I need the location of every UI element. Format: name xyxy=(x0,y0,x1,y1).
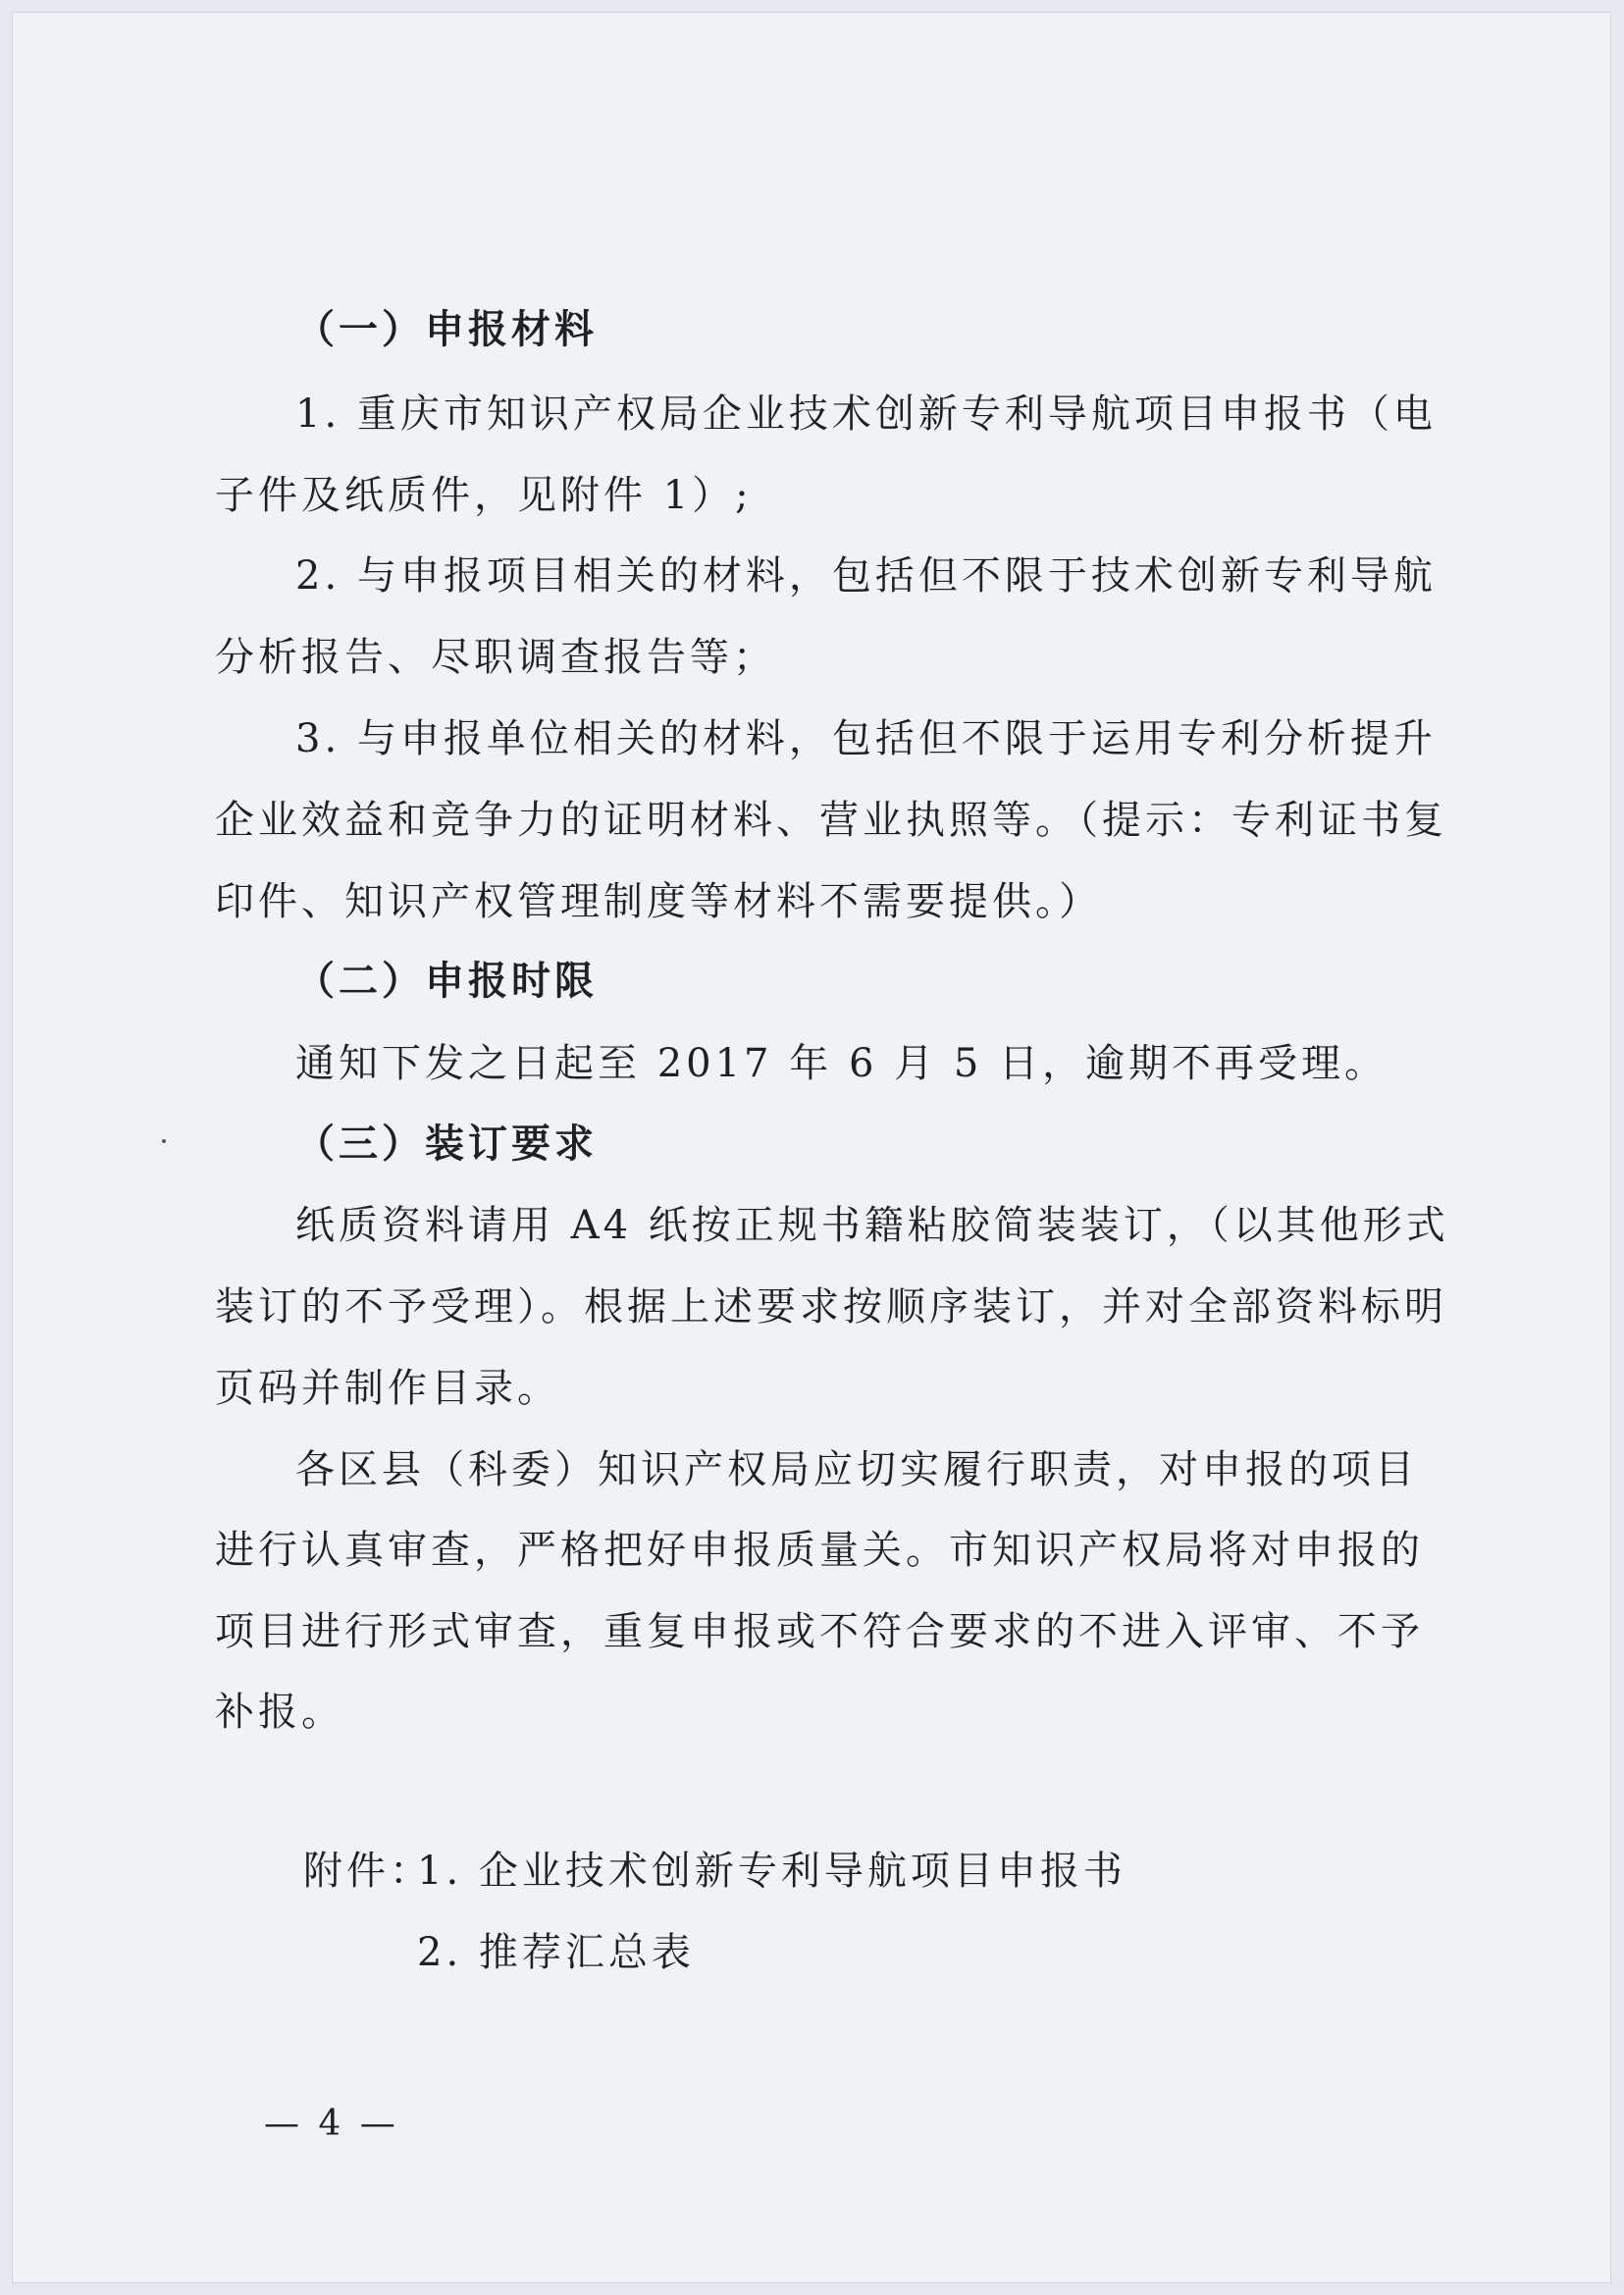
binding-line-3: 页码并制作目录。 xyxy=(215,1366,560,1411)
scan-speck xyxy=(162,1139,166,1143)
materials-item-2-line-2: 分析报告、尽职调查报告等； xyxy=(215,635,776,680)
materials-item-2-line-1: 2. 与申报项目相关的材料，包括但不限于技术创新专利导航 xyxy=(295,553,1437,599)
materials-item-1-line-1: 1. 重庆市知识产权局企业技术创新专利导航项目申报书（电 xyxy=(295,391,1437,437)
document-page xyxy=(12,12,1611,2283)
closing-line-4: 补报。 xyxy=(215,1690,344,1735)
closing-line-1: 各区县（科委）知识产权局应切实履行职责，对申报的项目 xyxy=(295,1447,1418,1492)
materials-item-3-line-1: 3. 与申报单位相关的材料，包括但不限于运用专利分析提升 xyxy=(295,716,1437,761)
deadline-text: 通知下发之日起至 2017 年 6 月 5 日，逾期不再受理。 xyxy=(295,1041,1388,1086)
binding-line-1: 纸质资料请用 A4 纸按正规书籍粘胶简装装订，（以其他形式 xyxy=(295,1203,1449,1248)
materials-item-1-line-2: 子件及纸质件，见附件 1）; xyxy=(215,473,753,518)
page-number: — 4 — xyxy=(264,2104,399,2144)
materials-item-3-line-3: 印件、知识产权管理制度等材料不需要提供。） xyxy=(215,879,1102,924)
section-heading-materials: （一）申报材料 xyxy=(295,306,598,352)
binding-line-2: 装订的不予受理）。根据上述要求按顺序装订，并对全部资料标明 xyxy=(215,1284,1447,1330)
section-heading-deadline: （二）申报时限 xyxy=(295,958,598,1004)
attachments-label: 附件： xyxy=(303,1849,433,1894)
attachment-item: 2. 推荐汇总表 xyxy=(417,1930,695,1975)
closing-line-3: 项目进行形式审查，重复申报或不符合要求的不进入评审、不予 xyxy=(215,1609,1424,1654)
section-heading-binding: （三）装订要求 xyxy=(295,1121,598,1167)
materials-item-3-line-2: 企业效益和竞争力的证明材料、营业执照等。（提示：专利证书复 xyxy=(215,798,1447,843)
closing-line-2: 进行认真审查，严格把好申报质量关。市知识产权局将对申报的 xyxy=(215,1528,1424,1573)
attachment-item: 1. 企业技术创新专利导航项目申报书 xyxy=(417,1849,1126,1894)
